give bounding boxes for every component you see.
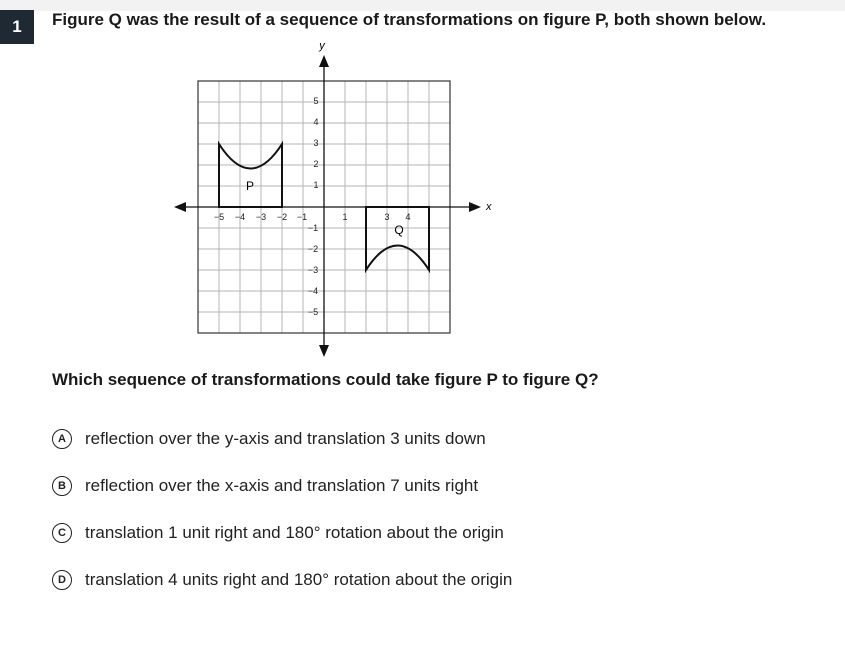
x-tick-label: −2 (276, 212, 288, 222)
y-tick-label: −3 (307, 265, 319, 275)
sub-question: Which sequence of transformations could take figure P to figure Q? (52, 370, 599, 389)
option-d-text: translation 4 units right and 180° rotation about the origin (85, 570, 513, 589)
x-axis-label: x (486, 201, 492, 213)
y-tick-label: 3 (313, 138, 319, 148)
y-tick-label: −1 (307, 223, 319, 233)
y-tick-label: 5 (313, 96, 319, 106)
figure-q-label: Q (394, 223, 404, 237)
coordinate-graph (170, 37, 500, 362)
option-c-bubble[interactable]: C (52, 523, 72, 543)
figure-p-shape (219, 144, 282, 207)
x-axis-left-arrow (174, 202, 186, 212)
x-tick-label: −1 (296, 212, 308, 222)
x-tick-label: −5 (213, 212, 225, 222)
option-c[interactable] (52, 521, 752, 545)
y-tick-label: −2 (307, 244, 319, 254)
option-c-text: translation 1 unit right and 180° rotation about the origin (85, 523, 504, 542)
y-axis-label: y (319, 40, 325, 52)
x-tick-label: 3 (384, 212, 390, 222)
option-b[interactable] (52, 474, 752, 498)
y-axis-down-arrow (319, 345, 329, 357)
figure-q-shape (366, 207, 429, 270)
x-axis-right-arrow (469, 202, 481, 212)
x-tick-label: 1 (342, 212, 348, 222)
answer-options (52, 427, 752, 615)
x-tick-label: 4 (405, 212, 411, 222)
y-tick-label: 1 (313, 180, 319, 190)
y-tick-label: −5 (307, 307, 319, 317)
figure-p-label: P (245, 179, 255, 193)
y-tick-label: −4 (307, 286, 319, 296)
option-d[interactable] (52, 568, 752, 592)
option-a-text: reflection over the y-axis and translation 3 units down (85, 429, 486, 448)
option-d-bubble[interactable]: D (52, 570, 72, 590)
option-b-bubble[interactable]: B (52, 476, 72, 496)
y-axis-up-arrow (319, 55, 329, 67)
question-number-badge: 1 (0, 10, 34, 44)
question-prompt: Figure Q was the result of a sequence of transformations on figure P, both shown below. (52, 10, 767, 29)
option-a[interactable] (52, 427, 752, 451)
option-a-bubble[interactable]: A (52, 429, 72, 449)
option-b-text: reflection over the x-axis and translation 7 units right (85, 476, 479, 495)
x-tick-label: −4 (234, 212, 246, 222)
y-tick-label: 4 (313, 117, 319, 127)
x-tick-label: −3 (255, 212, 267, 222)
y-tick-label: 2 (313, 159, 319, 169)
